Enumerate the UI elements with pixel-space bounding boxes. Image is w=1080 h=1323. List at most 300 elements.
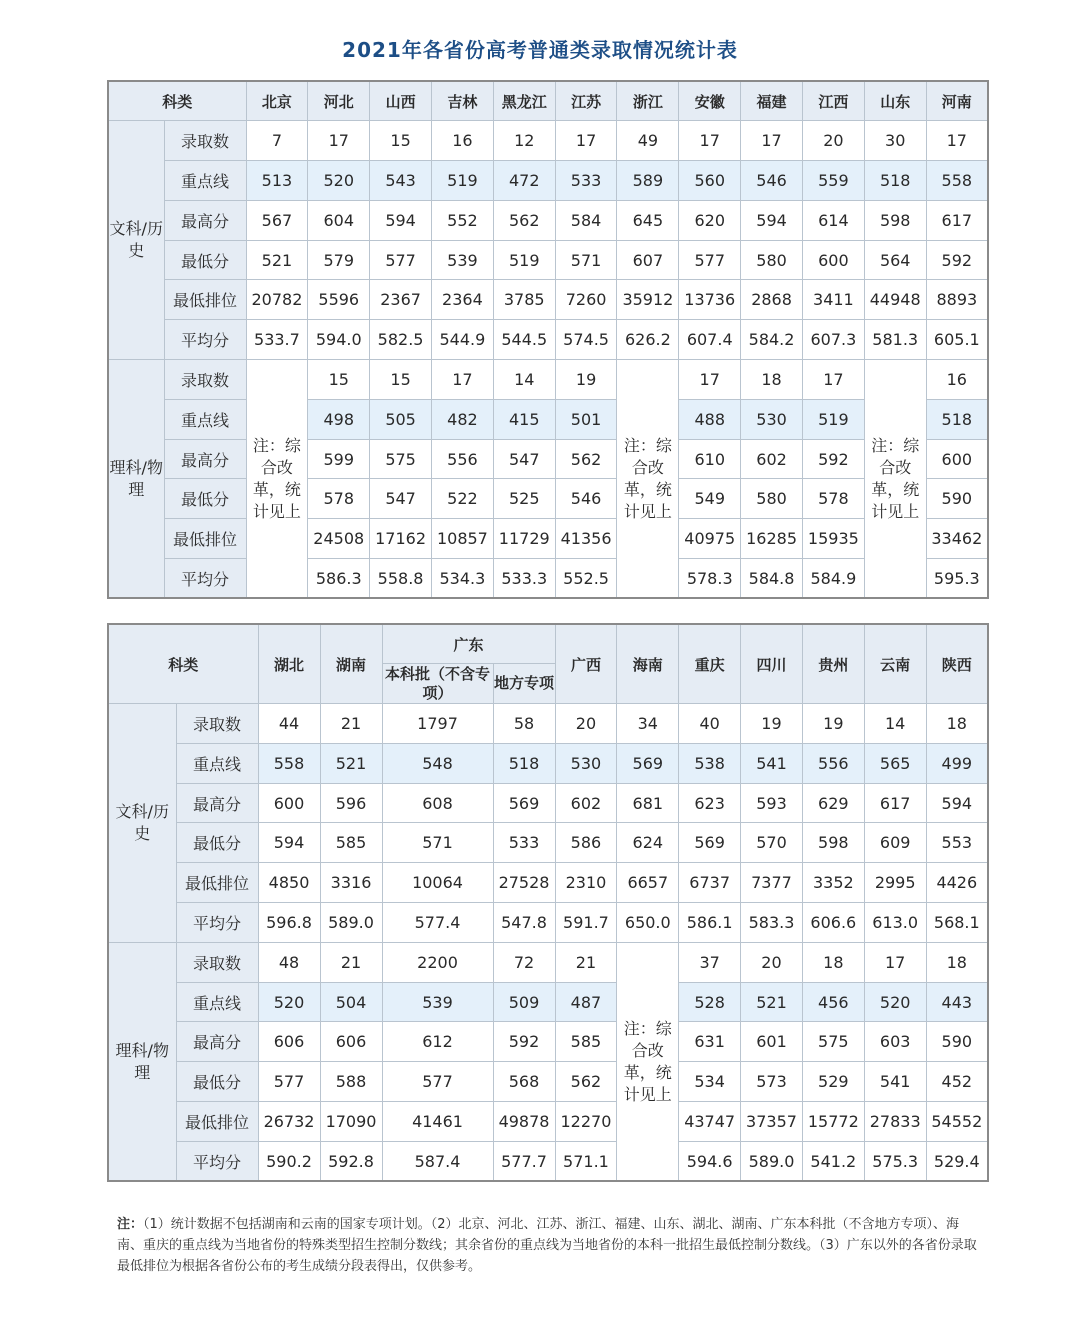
value-cell: 608	[382, 783, 493, 823]
province-header: 湖北	[258, 624, 320, 704]
value-cell: 520	[308, 161, 370, 201]
value-cell: 568.1	[926, 903, 988, 943]
value-cell: 519	[432, 161, 494, 201]
value-cell: 20	[555, 704, 617, 744]
province-header: 河南	[926, 81, 988, 121]
row-label: 最低分	[164, 479, 246, 519]
value-cell: 54552	[926, 1102, 988, 1142]
value-cell: 571.1	[555, 1141, 617, 1181]
value-cell: 565	[864, 743, 926, 783]
value-cell: 558	[926, 161, 988, 201]
value-cell: 541.2	[802, 1141, 864, 1181]
value-cell: 530	[741, 399, 803, 439]
value-cell: 544.9	[432, 320, 494, 360]
province-header: 山西	[370, 81, 432, 121]
table-row	[108, 783, 988, 823]
value-cell: 578.3	[679, 559, 741, 599]
province-header: 安徽	[679, 81, 741, 121]
table-row	[108, 982, 988, 1022]
value-cell: 1797	[382, 704, 493, 744]
province-header-guangdong: 广东	[382, 624, 555, 664]
value-cell: 12	[493, 121, 555, 161]
value-cell: 521	[246, 240, 308, 280]
value-cell: 571	[382, 823, 493, 863]
value-cell: 593	[741, 783, 803, 823]
guangdong-subheader: 本科批（不含专项）	[382, 664, 493, 704]
table-row	[108, 519, 988, 559]
value-cell: 591.7	[555, 903, 617, 943]
value-cell: 17090	[320, 1102, 382, 1142]
value-cell: 600	[926, 439, 988, 479]
row-label: 录取数	[164, 121, 246, 161]
value-cell: 552	[432, 200, 494, 240]
table-row	[108, 942, 988, 982]
value-cell: 520	[258, 982, 320, 1022]
value-cell: 17	[741, 121, 803, 161]
value-cell: 564	[864, 240, 926, 280]
value-cell: 48	[258, 942, 320, 982]
value-cell: 7260	[555, 280, 617, 320]
value-cell: 498	[308, 399, 370, 439]
value-cell: 7	[246, 121, 308, 161]
table-row	[108, 704, 988, 744]
value-cell: 521	[320, 743, 382, 783]
value-cell: 598	[864, 200, 926, 240]
province-header: 贵州	[802, 624, 864, 704]
province-header: 重庆	[679, 624, 741, 704]
value-cell: 518	[864, 161, 926, 201]
value-cell: 519	[493, 240, 555, 280]
value-cell: 43747	[679, 1102, 741, 1142]
province-header: 浙江	[617, 81, 679, 121]
category-header: 科类	[108, 624, 258, 704]
value-cell: 35912	[617, 280, 679, 320]
table-row	[108, 240, 988, 280]
value-cell: 472	[493, 161, 555, 201]
value-cell: 569	[617, 743, 679, 783]
reform-note: 注：综合改革，统计见上	[617, 360, 679, 599]
value-cell: 538	[679, 743, 741, 783]
value-cell: 40975	[679, 519, 741, 559]
value-cell: 17	[926, 121, 988, 161]
value-cell: 592	[926, 240, 988, 280]
value-cell: 570	[741, 823, 803, 863]
page-title: 2021年各省份高考普通类录取情况统计表	[342, 38, 738, 62]
value-cell: 594	[370, 200, 432, 240]
value-cell: 602	[741, 439, 803, 479]
value-cell: 529	[802, 1062, 864, 1102]
value-cell: 620	[679, 200, 741, 240]
value-cell: 610	[679, 439, 741, 479]
table-row	[108, 439, 988, 479]
value-cell: 19	[555, 360, 617, 400]
value-cell: 571	[555, 240, 617, 280]
value-cell: 49	[617, 121, 679, 161]
row-label: 最低排位	[176, 1102, 258, 1142]
value-cell: 573	[741, 1062, 803, 1102]
value-cell: 592	[493, 1022, 555, 1062]
category-header: 科类	[108, 81, 246, 121]
province-header: 河北	[308, 81, 370, 121]
value-cell: 558.8	[370, 559, 432, 599]
value-cell: 602	[555, 783, 617, 823]
value-cell: 568	[493, 1062, 555, 1102]
value-cell: 44948	[864, 280, 926, 320]
value-cell: 518	[493, 743, 555, 783]
value-cell: 629	[802, 783, 864, 823]
value-cell: 547.8	[493, 903, 555, 943]
value-cell: 18	[802, 942, 864, 982]
value-cell: 594	[741, 200, 803, 240]
value-cell: 617	[926, 200, 988, 240]
value-cell: 452	[926, 1062, 988, 1102]
table-row	[108, 161, 988, 201]
section-label-arts: 文科/历史	[108, 704, 176, 943]
value-cell: 586.3	[308, 559, 370, 599]
value-cell: 443	[926, 982, 988, 1022]
value-cell: 18	[926, 942, 988, 982]
province-header: 山东	[864, 81, 926, 121]
row-label: 重点线	[164, 399, 246, 439]
row-label: 平均分	[176, 903, 258, 943]
value-cell: 559	[802, 161, 864, 201]
province-header: 黑龙江	[493, 81, 555, 121]
table-row	[108, 1102, 988, 1142]
value-cell: 567	[246, 200, 308, 240]
value-cell: 33462	[926, 519, 988, 559]
value-cell: 617	[864, 783, 926, 823]
table-row	[108, 399, 988, 439]
value-cell: 533	[493, 823, 555, 863]
value-cell: 590.2	[258, 1141, 320, 1181]
value-cell: 546	[555, 479, 617, 519]
value-cell: 607.4	[679, 320, 741, 360]
value-cell: 11729	[493, 519, 555, 559]
value-cell: 603	[864, 1022, 926, 1062]
value-cell: 58	[493, 704, 555, 744]
value-cell: 553	[926, 823, 988, 863]
row-label: 录取数	[164, 360, 246, 400]
value-cell: 546	[741, 161, 803, 201]
value-cell: 556	[802, 743, 864, 783]
value-cell: 518	[926, 399, 988, 439]
value-cell: 541	[864, 1062, 926, 1102]
value-cell: 584.9	[802, 559, 864, 599]
value-cell: 513	[246, 161, 308, 201]
value-cell: 521	[741, 982, 803, 1022]
province-header: 江西	[802, 81, 864, 121]
value-cell: 7377	[741, 863, 803, 903]
value-cell: 522	[432, 479, 494, 519]
value-cell: 5596	[308, 280, 370, 320]
value-cell: 12270	[555, 1102, 617, 1142]
value-cell: 15772	[802, 1102, 864, 1142]
value-cell: 482	[432, 399, 494, 439]
header-row	[108, 81, 988, 121]
value-cell: 37357	[741, 1102, 803, 1142]
value-cell: 17	[802, 360, 864, 400]
value-cell: 586.1	[679, 903, 741, 943]
value-cell: 18	[926, 704, 988, 744]
reform-note: 注：综合改革，统计见上	[617, 942, 679, 1181]
value-cell: 20	[741, 942, 803, 982]
row-label: 最高分	[176, 783, 258, 823]
value-cell: 594.6	[679, 1141, 741, 1181]
value-cell: 519	[802, 399, 864, 439]
value-cell: 585	[555, 1022, 617, 1062]
value-cell: 577	[370, 240, 432, 280]
value-cell: 577	[258, 1062, 320, 1102]
value-cell: 528	[679, 982, 741, 1022]
footnote-label: 注：	[117, 1217, 144, 1232]
value-cell: 585	[320, 823, 382, 863]
value-cell: 3785	[493, 280, 555, 320]
row-label: 录取数	[176, 942, 258, 982]
value-cell: 3411	[802, 280, 864, 320]
value-cell: 547	[370, 479, 432, 519]
value-cell: 584	[555, 200, 617, 240]
value-cell: 19	[741, 704, 803, 744]
value-cell: 533	[555, 161, 617, 201]
value-cell: 613.0	[864, 903, 926, 943]
value-cell: 15	[370, 121, 432, 161]
value-cell: 2310	[555, 863, 617, 903]
value-cell: 577.4	[382, 903, 493, 943]
value-cell: 534	[679, 1062, 741, 1102]
table-row	[108, 863, 988, 903]
value-cell: 16	[926, 360, 988, 400]
table-row	[108, 360, 988, 400]
value-cell: 592	[802, 439, 864, 479]
row-label: 重点线	[176, 982, 258, 1022]
footnote-text: （1）统计数据不包括湖南和云南的国家专项计划。（2）北京、河北、江苏、浙江、福建、山东、湖北、湖南、广东本科批（不含地方专项）、海南、重庆的重点线为当地省份的特殊类型招生控制分数线；其余省份的重点线为当地省份的本科一批招生最低控制分数线。（3）广东以外的各省份录取最低排位为根据各省份公布的考生成绩分段表得出，仅供参考。	[117, 1217, 977, 1274]
value-cell: 534.3	[432, 559, 494, 599]
value-cell: 626.2	[617, 320, 679, 360]
value-cell: 16285	[741, 519, 803, 559]
value-cell: 533.3	[493, 559, 555, 599]
value-cell: 520	[864, 982, 926, 1022]
table-row	[108, 1141, 988, 1181]
value-cell: 578	[308, 479, 370, 519]
value-cell: 14	[864, 704, 926, 744]
value-cell: 544.5	[493, 320, 555, 360]
value-cell: 41356	[555, 519, 617, 559]
value-cell: 525	[493, 479, 555, 519]
value-cell: 34	[617, 704, 679, 744]
row-label: 最低分	[164, 240, 246, 280]
province-header: 吉林	[432, 81, 494, 121]
value-cell: 504	[320, 982, 382, 1022]
province-header: 北京	[246, 81, 308, 121]
value-cell: 21	[320, 942, 382, 982]
value-cell: 529.4	[926, 1141, 988, 1181]
value-cell: 10064	[382, 863, 493, 903]
value-cell: 579	[308, 240, 370, 280]
value-cell: 20	[802, 121, 864, 161]
value-cell: 13736	[679, 280, 741, 320]
value-cell: 631	[679, 1022, 741, 1062]
value-cell: 592.8	[320, 1141, 382, 1181]
reform-note: 注：综合改革，统计见上	[864, 360, 926, 599]
row-label: 重点线	[164, 161, 246, 201]
value-cell: 6737	[679, 863, 741, 903]
value-cell: 594	[258, 823, 320, 863]
value-cell: 590	[926, 479, 988, 519]
value-cell: 456	[802, 982, 864, 1022]
value-cell: 552.5	[555, 559, 617, 599]
value-cell: 596	[320, 783, 382, 823]
value-cell: 539	[432, 240, 494, 280]
value-cell: 594.0	[308, 320, 370, 360]
table-row	[108, 320, 988, 360]
table-row	[108, 743, 988, 783]
row-label: 平均分	[176, 1141, 258, 1181]
value-cell: 30	[864, 121, 926, 161]
row-label: 平均分	[164, 559, 246, 599]
value-cell: 575	[802, 1022, 864, 1062]
value-cell: 606.6	[802, 903, 864, 943]
value-cell: 607.3	[802, 320, 864, 360]
value-cell: 589.0	[320, 903, 382, 943]
row-label: 最低排位	[164, 280, 246, 320]
value-cell: 548	[382, 743, 493, 783]
value-cell: 605.1	[926, 320, 988, 360]
value-cell: 18	[741, 360, 803, 400]
province-header: 海南	[617, 624, 679, 704]
value-cell: 3352	[802, 863, 864, 903]
value-cell: 562	[555, 1062, 617, 1102]
value-cell: 624	[617, 823, 679, 863]
value-cell: 17	[679, 360, 741, 400]
value-cell: 575.3	[864, 1141, 926, 1181]
province-header: 江苏	[555, 81, 617, 121]
value-cell: 17162	[370, 519, 432, 559]
value-cell: 584.2	[741, 320, 803, 360]
value-cell: 27833	[864, 1102, 926, 1142]
value-cell: 583.3	[741, 903, 803, 943]
value-cell: 44	[258, 704, 320, 744]
table-row	[108, 1062, 988, 1102]
value-cell: 556	[432, 439, 494, 479]
value-cell: 600	[802, 240, 864, 280]
footnote	[117, 1214, 983, 1277]
value-cell: 24508	[308, 519, 370, 559]
value-cell: 582.5	[370, 320, 432, 360]
value-cell: 607	[617, 240, 679, 280]
value-cell: 606	[320, 1022, 382, 1062]
value-cell: 488	[679, 399, 741, 439]
province-header: 四川	[741, 624, 803, 704]
table-row	[108, 280, 988, 320]
value-cell: 543	[370, 161, 432, 201]
value-cell: 499	[926, 743, 988, 783]
province-header: 湖南	[320, 624, 382, 704]
value-cell: 577	[679, 240, 741, 280]
province-header: 云南	[864, 624, 926, 704]
value-cell: 590	[926, 1022, 988, 1062]
value-cell: 41461	[382, 1102, 493, 1142]
value-cell: 4426	[926, 863, 988, 903]
table-row	[108, 479, 988, 519]
value-cell: 49878	[493, 1102, 555, 1142]
value-cell: 21	[555, 942, 617, 982]
value-cell: 17	[679, 121, 741, 161]
value-cell: 623	[679, 783, 741, 823]
value-cell: 569	[493, 783, 555, 823]
table-row	[108, 200, 988, 240]
value-cell: 2364	[432, 280, 494, 320]
value-cell: 609	[864, 823, 926, 863]
value-cell: 14	[493, 360, 555, 400]
value-cell: 584.8	[741, 559, 803, 599]
value-cell: 539	[382, 982, 493, 1022]
value-cell: 577.7	[493, 1141, 555, 1181]
value-cell: 15935	[802, 519, 864, 559]
table-row	[108, 903, 988, 943]
section-label-arts: 文科/历史	[108, 121, 164, 360]
value-cell: 549	[679, 479, 741, 519]
value-cell: 575	[370, 439, 432, 479]
value-cell: 599	[308, 439, 370, 479]
value-cell: 588	[320, 1062, 382, 1102]
value-cell: 509	[493, 982, 555, 1022]
row-label: 重点线	[176, 743, 258, 783]
value-cell: 20782	[246, 280, 308, 320]
row-label: 最低排位	[164, 519, 246, 559]
value-cell: 569	[679, 823, 741, 863]
value-cell: 558	[258, 743, 320, 783]
value-cell: 589	[617, 161, 679, 201]
value-cell: 2367	[370, 280, 432, 320]
value-cell: 541	[741, 743, 803, 783]
value-cell: 594	[926, 783, 988, 823]
value-cell: 17	[308, 121, 370, 161]
value-cell: 595.3	[926, 559, 988, 599]
table-row	[108, 121, 988, 161]
value-cell: 578	[802, 479, 864, 519]
value-cell: 581.3	[864, 320, 926, 360]
value-cell: 580	[741, 240, 803, 280]
value-cell: 19	[802, 704, 864, 744]
value-cell: 8893	[926, 280, 988, 320]
row-label: 最高分	[164, 439, 246, 479]
section-label-science: 理科/物理	[108, 942, 176, 1181]
table-row	[108, 559, 988, 599]
province-header: 福建	[741, 81, 803, 121]
value-cell: 10857	[432, 519, 494, 559]
admission-table-1	[107, 80, 989, 599]
value-cell: 6657	[617, 863, 679, 903]
province-header: 广西	[555, 624, 617, 704]
value-cell: 487	[555, 982, 617, 1022]
value-cell: 72	[493, 942, 555, 982]
value-cell: 17	[864, 942, 926, 982]
value-cell: 37	[679, 942, 741, 982]
value-cell: 604	[308, 200, 370, 240]
table-row	[108, 823, 988, 863]
table-row	[108, 1022, 988, 1062]
value-cell: 2200	[382, 942, 493, 982]
value-cell: 27528	[493, 863, 555, 903]
row-label: 最低分	[176, 823, 258, 863]
value-cell: 2995	[864, 863, 926, 903]
value-cell: 15	[370, 360, 432, 400]
row-label: 平均分	[164, 320, 246, 360]
row-label: 最低分	[176, 1062, 258, 1102]
value-cell: 650.0	[617, 903, 679, 943]
value-cell: 533.7	[246, 320, 308, 360]
value-cell: 21	[320, 704, 382, 744]
